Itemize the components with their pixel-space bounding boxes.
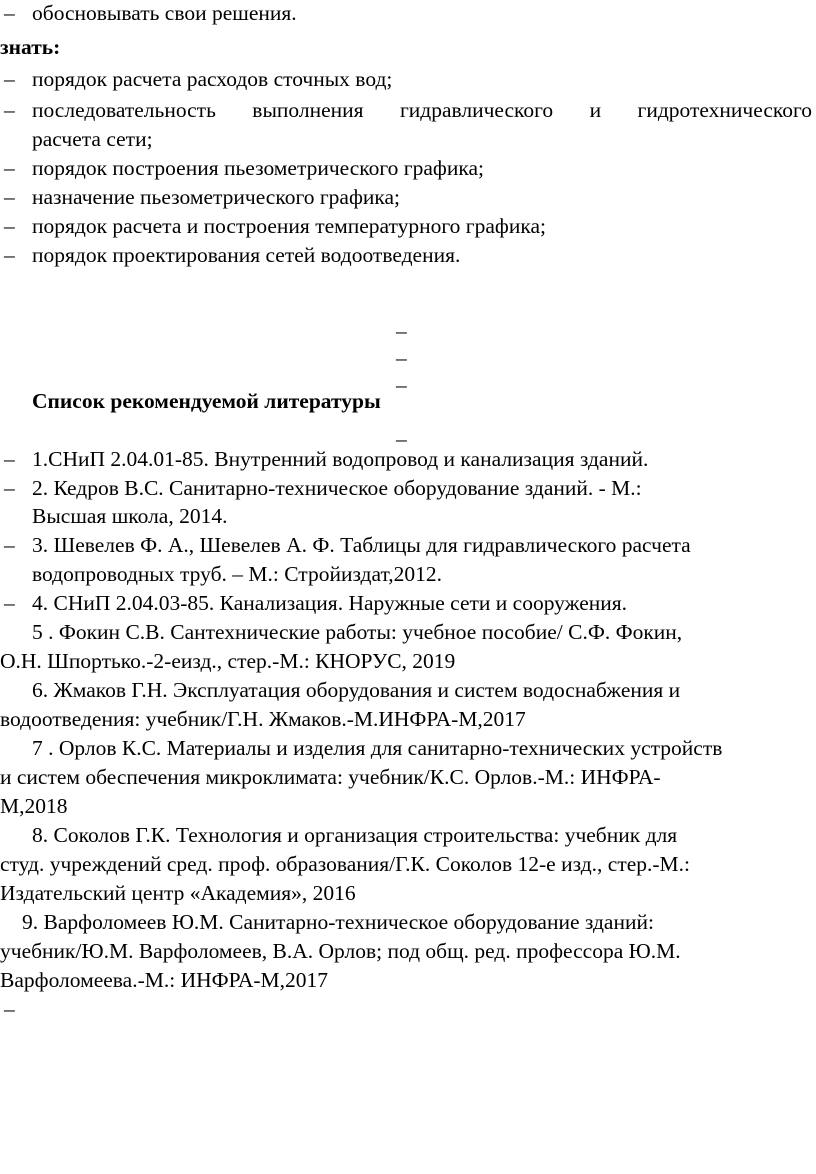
list-item: назначение пьезометрического графика;	[32, 185, 401, 209]
know-heading: знать:	[0, 35, 61, 59]
list-dash: –	[4, 156, 15, 180]
list-dash: –	[4, 67, 15, 91]
stray-dash: –	[396, 373, 407, 397]
reference-item-continuation: водоотведения: учебник/Г.Н. Жмаков.-М.ИНФРА-М,2017	[0, 707, 526, 731]
list-dash: –	[4, 214, 15, 238]
reference-item-continuation: студ. учреждений сред. проф. образования/Г.К. Соколов 12-е изд., стер.-М.:	[0, 852, 691, 876]
reference-item-continuation: Высшая школа, 2014.	[32, 504, 228, 528]
reference-item: 1.СНиП 2.04.01-85. Внутренний водопровод и канализация зданий.	[32, 447, 649, 471]
list-item: порядок построения пьезометрического графика;	[32, 156, 484, 180]
list-dash: –	[4, 185, 15, 209]
list-item: порядок расчета и построения температурного графика;	[32, 214, 546, 238]
reference-item-continuation: М,2018	[0, 794, 68, 818]
reference-item: 8. Соколов Г.К. Технология и организация строительства: учебник для	[32, 823, 678, 847]
stray-dash: –	[4, 997, 15, 1021]
list-dash: –	[4, 1, 15, 25]
reference-item-continuation: учебник/Ю.М. Варфоломеев, В.А. Орлов; под общ. ред. профессора Ю.М.	[0, 939, 681, 963]
reference-item: 6. Жмаков Г.Н. Эксплуатация оборудования и систем водоснабжения и	[32, 678, 681, 702]
list-item: последовательность выполнения гидравлического и гидротехнического	[32, 98, 812, 122]
stray-dash: –	[396, 427, 407, 451]
reference-item: 4. СНиП 2.04.03-85. Канализация. Наружные сети и сооружения.	[32, 591, 628, 615]
reference-item: 2. Кедров В.С. Санитарно-техническое оборудование зданий. - М.:	[32, 476, 642, 500]
reference-item-continuation: О.Н. Шпортько.-2-еизд., стер.-М.: КНОРУС, 2019	[0, 649, 456, 673]
list-item: обосновывать свои решения.	[32, 1, 297, 25]
list-dash: –	[4, 447, 15, 471]
reference-item-continuation: Варфоломеева.-М.: ИНФРА-М,2017	[0, 968, 329, 992]
stray-dash: –	[396, 346, 407, 370]
literature-heading: Список рекомендуемой литературы	[32, 389, 381, 413]
list-item: порядок проектирования сетей водоотведения.	[32, 243, 461, 267]
reference-item: 9. Варфоломеев Ю.М. Санитарно-техническое оборудование зданий:	[22, 910, 654, 934]
stray-dash: –	[396, 319, 407, 343]
reference-item-continuation: водопроводных труб. – М.: Стройиздат,2012.	[32, 562, 443, 586]
list-dash: –	[4, 98, 15, 122]
list-dash: –	[4, 243, 15, 267]
list-dash: –	[4, 591, 15, 615]
list-item-continuation: расчета сети;	[32, 127, 153, 151]
list-dash: –	[4, 476, 15, 500]
reference-item-continuation: и систем обеспечения микроклимата: учебник/К.С. Орлов.-М.: ИНФРА-	[0, 765, 661, 789]
reference-item: 7 . Орлов К.С. Материалы и изделия для санитарно-технических устройств	[32, 736, 723, 760]
list-dash: –	[4, 533, 15, 557]
list-item: порядок расчета расходов сточных вод;	[32, 67, 393, 91]
reference-item: 5 . Фокин С.В. Сантехнические работы: учебное пособие/ С.Ф. Фокин,	[32, 620, 683, 644]
reference-item: 3. Шевелев Ф. А., Шевелев А. Ф. Таблицы для гидравлического расчета	[32, 533, 691, 557]
reference-item-continuation: Издательский центр «Академия», 2016	[0, 881, 356, 905]
